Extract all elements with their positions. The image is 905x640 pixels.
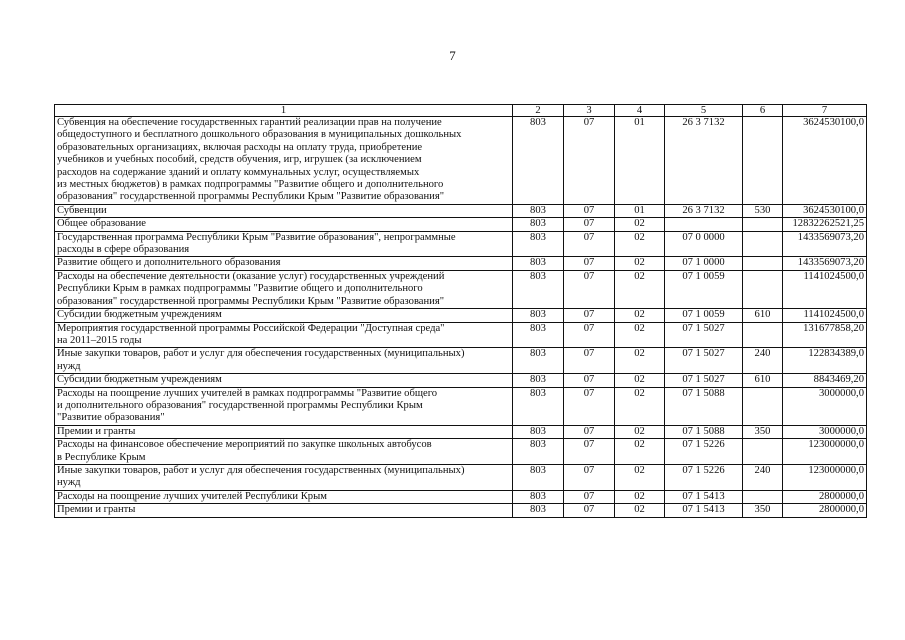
subsection-code-cell: 02 [615,257,665,270]
amount-cell: 3624530100,0 [783,117,867,205]
target-article-cell: 07 1 5027 [665,348,743,374]
table-row [55,348,867,374]
row-name-cell: Общее образование [55,218,513,231]
header-col-3: 3 [564,105,615,117]
row-name-cell: Мероприятия государственной программы Российской Федерации "Доступная среда" на 2011–2015 годы [55,322,513,348]
header-col-7: 7 [783,105,867,117]
row-name-cell: Развитие общего и дополнительного образования [55,257,513,270]
target-article-cell: 07 1 0000 [665,257,743,270]
amount-cell: 131677858,20 [783,322,867,348]
table-row [55,204,867,217]
header-col-1: 1 [55,105,513,117]
subsection-code-cell: 01 [615,117,665,205]
ministry-code-cell: 803 [513,309,564,322]
expense-type-cell: 610 [743,374,783,387]
expense-type-cell [743,387,783,425]
target-article-cell: 07 1 5413 [665,504,743,517]
target-article-cell: 07 1 0059 [665,270,743,308]
ministry-code-cell: 803 [513,387,564,425]
section-code-cell: 07 [564,204,615,217]
amount-cell: 3000000,0 [783,387,867,425]
amount-cell: 1433569073,20 [783,257,867,270]
ministry-code-cell: 803 [513,231,564,257]
expense-type-cell [743,257,783,270]
expense-type-cell [743,218,783,231]
row-name-cell: Субвенция на обеспечение государственных гарантий реализации прав на получение общедоступного и бесплатного дошкольного образования в муниципальных дошкольных образовательных организациях, включая расходы на оплату труда, приобретение учебников и учебных пособий, средств обучения, игр, игрушек (за исключением расходов на содержание зданий и оплату коммунальных услуг, осуществляемых из местных бюджетов) в рамках подпрограммы "Развитие общего и дополнительного образования" государственной программы Республики Крым "Развитие образования" [55,117,513,205]
table-row [55,322,867,348]
expense-type-cell: 240 [743,348,783,374]
target-article-cell: 07 0 0000 [665,231,743,257]
amount-cell: 2800000,0 [783,504,867,517]
row-name-cell: Субвенции [55,204,513,217]
section-code-cell: 07 [564,322,615,348]
section-code-cell: 07 [564,218,615,231]
table-row [55,387,867,425]
subsection-code-cell: 02 [615,348,665,374]
amount-cell: 3000000,0 [783,425,867,438]
table-row [55,231,867,257]
section-code-cell: 07 [564,425,615,438]
header-col-2: 2 [513,105,564,117]
expense-type-cell: 610 [743,309,783,322]
row-name-cell: Субсидии бюджетным учреждениям [55,374,513,387]
target-article-cell: 26 3 7132 [665,117,743,205]
ministry-code-cell: 803 [513,117,564,205]
section-code-cell: 07 [564,439,615,465]
table-row [55,218,867,231]
row-name-cell: Субсидии бюджетным учреждениям [55,309,513,322]
table-row [55,464,867,490]
amount-cell: 1433569073,20 [783,231,867,257]
section-code-cell: 07 [564,231,615,257]
row-name-cell: Премии и гранты [55,425,513,438]
section-code-cell: 07 [564,117,615,205]
amount-cell: 122834389,0 [783,348,867,374]
table-row [55,504,867,517]
amount-cell: 123000000,0 [783,464,867,490]
ministry-code-cell: 803 [513,439,564,465]
ministry-code-cell: 803 [513,204,564,217]
expense-type-cell [743,322,783,348]
subsection-code-cell: 02 [615,322,665,348]
target-article-cell: 26 3 7132 [665,204,743,217]
target-article-cell: 07 1 5413 [665,490,743,503]
section-code-cell: 07 [564,309,615,322]
page-number: 7 [449,48,456,63]
amount-cell: 12832262521,25 [783,218,867,231]
expense-type-cell: 350 [743,504,783,517]
ministry-code-cell: 803 [513,425,564,438]
row-name-cell: Расходы на финансовое обеспечение мероприятий по закупке школьных автобусов в Республике Крым [55,439,513,465]
expense-type-cell [743,439,783,465]
section-code-cell: 07 [564,270,615,308]
row-name-cell: Расходы на поощрение лучших учителей Республики Крым [55,490,513,503]
amount-cell: 8843469,20 [783,374,867,387]
table-row [55,270,867,308]
ministry-code-cell: 803 [513,257,564,270]
row-name-cell: Расходы на обеспечение деятельности (оказание услуг) государственных учреждений Республики Крым в рамках подпрограммы "Развитие общего и дополнительного образования" государственной программы Республики Крым "Развитие образования" [55,270,513,308]
row-name-cell: Иные закупки товаров, работ и услуг для обеспечения государственных (муниципальных) нужд [55,348,513,374]
target-article-cell: 07 1 0059 [665,309,743,322]
ministry-code-cell: 803 [513,374,564,387]
budget-table [54,104,867,518]
section-code-cell: 07 [564,374,615,387]
subsection-code-cell: 01 [615,204,665,217]
table-row [55,257,867,270]
expense-type-cell [743,490,783,503]
expense-type-cell [743,231,783,257]
target-article-cell: 07 1 5088 [665,387,743,425]
subsection-code-cell: 02 [615,504,665,517]
section-code-cell: 07 [564,504,615,517]
table-row [55,117,867,205]
amount-cell: 123000000,0 [783,439,867,465]
amount-cell: 2800000,0 [783,490,867,503]
target-article-cell: 07 1 5226 [665,464,743,490]
ministry-code-cell: 803 [513,218,564,231]
expense-type-cell [743,270,783,308]
subsection-code-cell: 02 [615,231,665,257]
ministry-code-cell: 803 [513,348,564,374]
subsection-code-cell: 02 [615,490,665,503]
ministry-code-cell: 803 [513,464,564,490]
target-article-cell: 07 1 5027 [665,374,743,387]
amount-cell: 1141024500,0 [783,270,867,308]
expense-type-cell: 350 [743,425,783,438]
table-row [55,425,867,438]
table-row [55,490,867,503]
section-code-cell: 07 [564,490,615,503]
header-col-5: 5 [665,105,743,117]
expense-type-cell: 530 [743,204,783,217]
section-code-cell: 07 [564,387,615,425]
ministry-code-cell: 803 [513,270,564,308]
header-col-6: 6 [743,105,783,117]
subsection-code-cell: 02 [615,425,665,438]
table-row [55,309,867,322]
row-name-cell: Иные закупки товаров, работ и услуг для обеспечения государственных (муниципальных) нужд [55,464,513,490]
expense-type-cell [743,117,783,205]
ministry-code-cell: 803 [513,504,564,517]
subsection-code-cell: 02 [615,387,665,425]
row-name-cell: Государственная программа Республики Крым "Развитие образования", непрограммные расходы в сфере образования [55,231,513,257]
amount-cell: 3624530100,0 [783,204,867,217]
section-code-cell: 07 [564,464,615,490]
row-name-cell: Расходы на поощрение лучших учителей в рамках подпрограммы "Развитие общего и дополнительного образования" государственной программы Республики Крым "Развитие образования" [55,387,513,425]
table-row [55,439,867,465]
row-name-cell: Премии и гранты [55,504,513,517]
section-code-cell: 07 [564,257,615,270]
subsection-code-cell: 02 [615,270,665,308]
ministry-code-cell: 803 [513,322,564,348]
table-row [55,374,867,387]
target-article-cell [665,218,743,231]
subsection-code-cell: 02 [615,374,665,387]
subsection-code-cell: 02 [615,218,665,231]
ministry-code-cell: 803 [513,490,564,503]
target-article-cell: 07 1 5088 [665,425,743,438]
subsection-code-cell: 02 [615,309,665,322]
section-code-cell: 07 [564,348,615,374]
header-row [55,105,867,117]
expense-type-cell: 240 [743,464,783,490]
header-col-4: 4 [615,105,665,117]
target-article-cell: 07 1 5226 [665,439,743,465]
subsection-code-cell: 02 [615,464,665,490]
amount-cell: 1141024500,0 [783,309,867,322]
target-article-cell: 07 1 5027 [665,322,743,348]
subsection-code-cell: 02 [615,439,665,465]
